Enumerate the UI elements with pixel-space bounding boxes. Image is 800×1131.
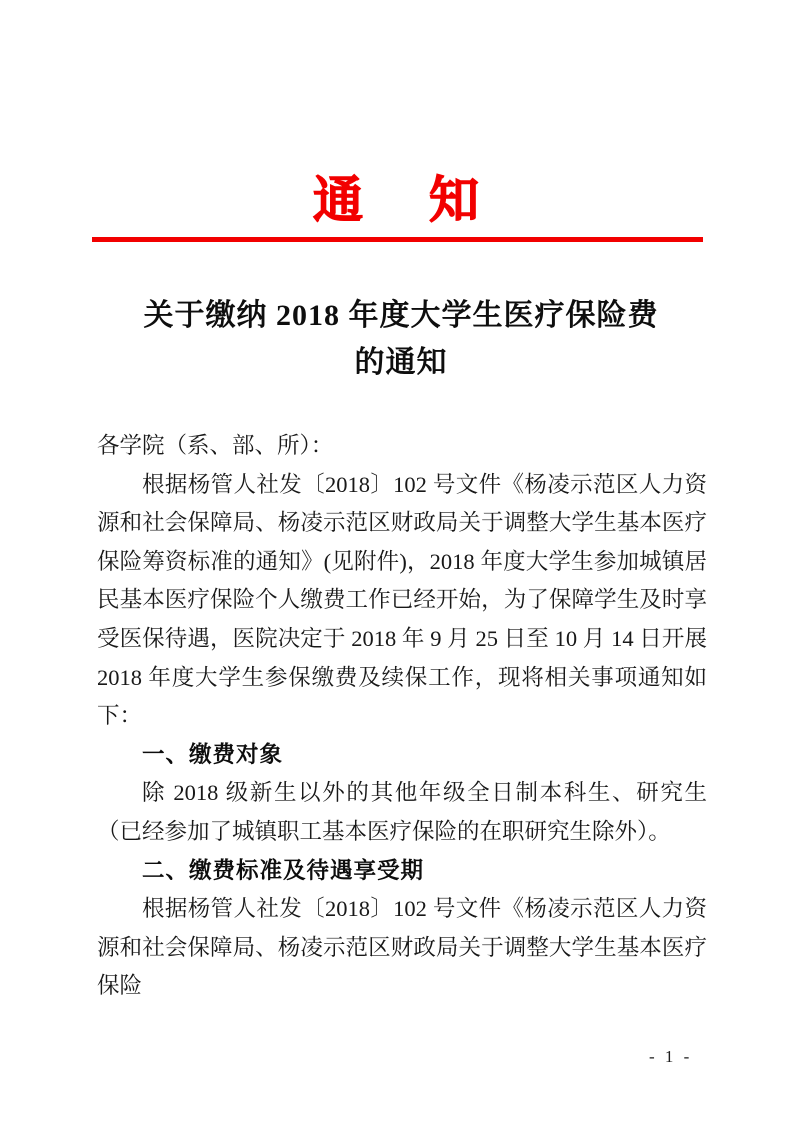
section-2-heading: 二、缴费标准及待遇享受期 — [142, 857, 425, 883]
document-title-line1: 关于缴纳 2018 年度大学生医疗保险费 — [143, 299, 659, 332]
document-title-line2: 的通知 — [354, 346, 448, 379]
section-1-heading: 一、缴费对象 — [142, 741, 284, 767]
page-number: - 1 - — [649, 1047, 693, 1066]
header-divider-line — [92, 237, 703, 242]
section-1-paragraph: 除 2018 级新生以外的其他年级全日制本科生、研究生（已经参加了城镇职工基本医疗保险的在职研究生除外）。 — [97, 780, 707, 844]
section-2-paragraph: 根据杨管人社发〔2018〕102 号文件《杨凌示范区人力资源和社会保障局、杨凌示范区财政局关于调整大学生基本医疗保险 — [97, 896, 707, 999]
document-title — [95, 292, 707, 386]
document-body — [97, 427, 707, 1006]
intro-paragraph: 根据杨管人社发〔2018〕102 号文件《杨凌示范区人力资源和社会保障局、杨凌示范区财政局关于调整大学生基本医疗保险筹资标准的通知》(见附件)，2018 年度大学生参加城镇居民基本医疗保险个人缴费工作已经开始，为了保障学生及时享受医保待遇，医院决定于 2018 年 9 月 25 日至 10 月 14 日开展 2018 年度大学生参保缴费及续保工作，现将相关事项通知如下： — [97, 471, 707, 729]
notice-stamp-title: 通 知 — [313, 172, 487, 228]
salutation: 各学院（系、部、所）： — [97, 433, 334, 458]
